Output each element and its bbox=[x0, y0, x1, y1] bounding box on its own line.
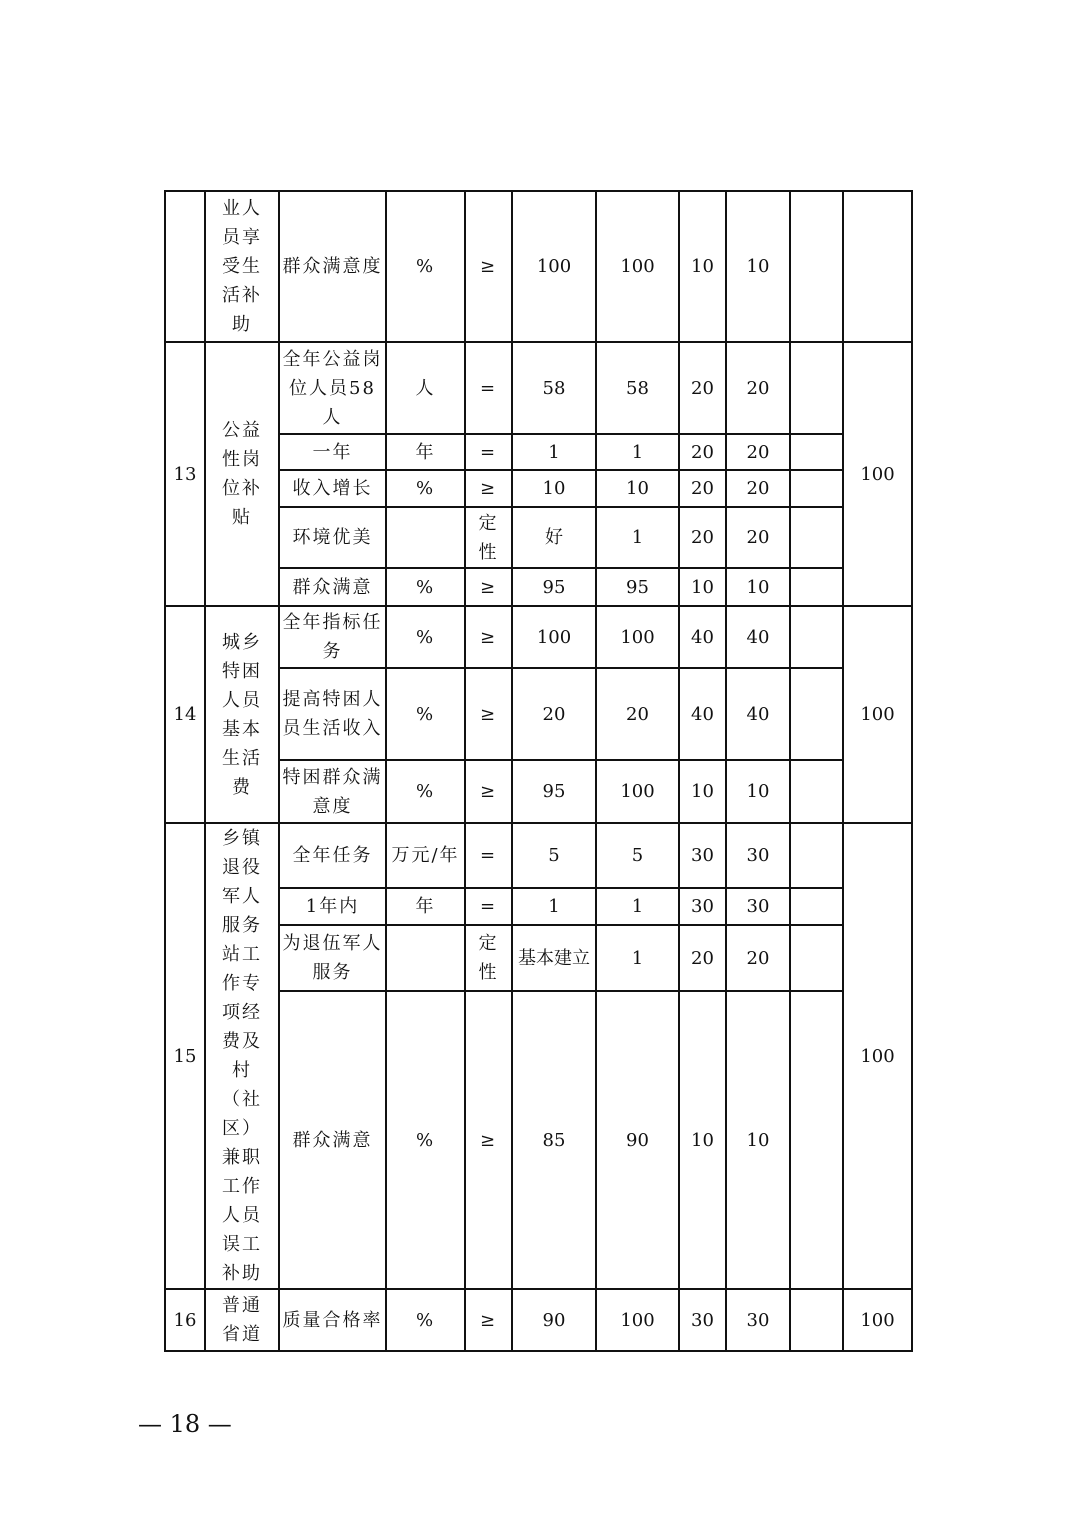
indicator-name-cell: 提高特困人员生活收入 bbox=[279, 668, 386, 760]
weight-cell: 10 bbox=[679, 568, 726, 606]
actual-value-cell: 100 bbox=[596, 760, 679, 823]
unit-cell: 年 bbox=[386, 434, 465, 470]
score-cell: 20 bbox=[726, 470, 790, 507]
note-cell bbox=[790, 823, 843, 888]
score-cell: 10 bbox=[726, 191, 790, 342]
actual-value-cell: 1 bbox=[596, 925, 679, 991]
note-cell bbox=[790, 568, 843, 606]
actual-value-cell: 90 bbox=[596, 991, 679, 1289]
actual-value-cell: 1 bbox=[596, 888, 679, 926]
note-cell bbox=[790, 342, 843, 434]
target-value-cell: 5 bbox=[512, 823, 596, 888]
weight-cell: 40 bbox=[679, 668, 726, 760]
target-value-cell: 90 bbox=[512, 1289, 596, 1351]
weight-cell: 30 bbox=[679, 823, 726, 888]
operator-cell: ≥ bbox=[465, 668, 512, 760]
note-cell bbox=[790, 191, 843, 342]
unit-cell: 万元/年 bbox=[386, 823, 465, 888]
table-row bbox=[165, 191, 912, 342]
table-row bbox=[165, 606, 912, 668]
score-cell: 10 bbox=[726, 991, 790, 1289]
unit-cell: 年 bbox=[386, 888, 465, 926]
project-name-cell: 公益性岗位补贴 bbox=[205, 342, 279, 606]
score-cell: 30 bbox=[726, 823, 790, 888]
weight-cell: 20 bbox=[679, 342, 726, 434]
score-cell: 20 bbox=[726, 342, 790, 434]
score-cell: 40 bbox=[726, 606, 790, 668]
note-cell bbox=[790, 1289, 843, 1351]
weight-cell: 10 bbox=[679, 760, 726, 823]
total-score-cell: 100 bbox=[843, 823, 912, 1289]
score-cell: 30 bbox=[726, 1289, 790, 1351]
weight-cell: 40 bbox=[679, 606, 726, 668]
table-row bbox=[165, 1289, 912, 1351]
page-number: — 18 — bbox=[138, 1410, 232, 1438]
indicator-name-cell: 全年指标任务 bbox=[279, 606, 386, 668]
total-score-cell: 100 bbox=[843, 1289, 912, 1351]
score-cell: 40 bbox=[726, 668, 790, 760]
unit-cell bbox=[386, 925, 465, 991]
weight-cell: 20 bbox=[679, 507, 726, 568]
note-cell bbox=[790, 470, 843, 507]
target-value-cell: 100 bbox=[512, 606, 596, 668]
target-value-cell: 好 bbox=[512, 507, 596, 568]
unit-cell: % bbox=[386, 760, 465, 823]
target-value-cell: 95 bbox=[512, 568, 596, 606]
unit-cell bbox=[386, 507, 465, 568]
operator-cell: = bbox=[465, 342, 512, 434]
project-name-cell: 普通省道 bbox=[205, 1289, 279, 1351]
score-cell: 20 bbox=[726, 434, 790, 470]
unit-cell: % bbox=[386, 470, 465, 507]
operator-cell: ≥ bbox=[465, 470, 512, 507]
target-value-cell: 58 bbox=[512, 342, 596, 434]
performance-table bbox=[164, 190, 913, 1352]
actual-value-cell: 100 bbox=[596, 606, 679, 668]
indicator-name-cell: 收入增长 bbox=[279, 470, 386, 507]
operator-cell: = bbox=[465, 823, 512, 888]
target-value-cell: 85 bbox=[512, 991, 596, 1289]
project-index-cell: 14 bbox=[165, 606, 205, 823]
target-value-cell: 100 bbox=[512, 191, 596, 342]
score-cell: 30 bbox=[726, 888, 790, 926]
score-cell: 20 bbox=[726, 507, 790, 568]
note-cell bbox=[790, 888, 843, 926]
total-score-cell bbox=[843, 191, 912, 342]
project-index-cell: 15 bbox=[165, 823, 205, 1289]
actual-value-cell: 1 bbox=[596, 507, 679, 568]
operator-cell: ≥ bbox=[465, 1289, 512, 1351]
operator-cell: ≥ bbox=[465, 191, 512, 342]
project-index-cell: 13 bbox=[165, 342, 205, 606]
unit-cell: 人 bbox=[386, 342, 465, 434]
actual-value-cell: 58 bbox=[596, 342, 679, 434]
operator-cell: ≥ bbox=[465, 606, 512, 668]
weight-cell: 20 bbox=[679, 434, 726, 470]
actual-value-cell: 95 bbox=[596, 568, 679, 606]
operator-cell: = bbox=[465, 434, 512, 470]
project-name-cell: 业人员享受生活补助 bbox=[205, 191, 279, 342]
actual-value-cell: 20 bbox=[596, 668, 679, 760]
unit-cell: % bbox=[386, 606, 465, 668]
score-cell: 20 bbox=[726, 925, 790, 991]
total-score-cell: 100 bbox=[843, 342, 912, 606]
target-value-cell: 1 bbox=[512, 434, 596, 470]
operator-cell: = bbox=[465, 888, 512, 926]
actual-value-cell: 10 bbox=[596, 470, 679, 507]
indicator-name-cell: 特困群众满意度 bbox=[279, 760, 386, 823]
note-cell bbox=[790, 606, 843, 668]
actual-value-cell: 1 bbox=[596, 434, 679, 470]
target-value-cell: 10 bbox=[512, 470, 596, 507]
actual-value-cell: 100 bbox=[596, 191, 679, 342]
indicator-name-cell: 全年任务 bbox=[279, 823, 386, 888]
weight-cell: 30 bbox=[679, 888, 726, 926]
target-value-cell: 20 bbox=[512, 668, 596, 760]
note-cell bbox=[790, 668, 843, 760]
note-cell bbox=[790, 925, 843, 991]
note-cell bbox=[790, 760, 843, 823]
target-value-cell: 基本建立 bbox=[512, 925, 596, 991]
target-value-cell: 1 bbox=[512, 888, 596, 926]
operator-cell: ≥ bbox=[465, 568, 512, 606]
indicator-name-cell: 质量合格率 bbox=[279, 1289, 386, 1351]
weight-cell: 20 bbox=[679, 470, 726, 507]
operator-cell: 定性 bbox=[465, 507, 512, 568]
table-row bbox=[165, 823, 912, 888]
unit-cell: % bbox=[386, 1289, 465, 1351]
unit-cell: % bbox=[386, 568, 465, 606]
operator-cell: ≥ bbox=[465, 760, 512, 823]
unit-cell: % bbox=[386, 991, 465, 1289]
score-cell: 10 bbox=[726, 568, 790, 606]
unit-cell: % bbox=[386, 668, 465, 760]
indicator-name-cell: 一年 bbox=[279, 434, 386, 470]
weight-cell: 30 bbox=[679, 1289, 726, 1351]
operator-cell: 定性 bbox=[465, 925, 512, 991]
weight-cell: 10 bbox=[679, 191, 726, 342]
note-cell bbox=[790, 507, 843, 568]
weight-cell: 20 bbox=[679, 925, 726, 991]
project-name-cell: 乡镇退役军人服务站工作专项经费及村（社区）兼职工作人员误工补助 bbox=[205, 823, 279, 1289]
project-index-cell: 16 bbox=[165, 1289, 205, 1351]
total-score-cell: 100 bbox=[843, 606, 912, 823]
note-cell bbox=[790, 991, 843, 1289]
unit-cell: % bbox=[386, 191, 465, 342]
project-index-cell bbox=[165, 191, 205, 342]
target-value-cell: 95 bbox=[512, 760, 596, 823]
indicator-name-cell: 环境优美 bbox=[279, 507, 386, 568]
weight-cell: 10 bbox=[679, 991, 726, 1289]
operator-cell: ≥ bbox=[465, 991, 512, 1289]
indicator-name-cell: 群众满意度 bbox=[279, 191, 386, 342]
note-cell bbox=[790, 434, 843, 470]
actual-value-cell: 100 bbox=[596, 1289, 679, 1351]
indicator-name-cell: 为退伍军人服务 bbox=[279, 925, 386, 991]
project-name-cell: 城乡特困人员基本生活费 bbox=[205, 606, 279, 823]
indicator-name-cell: 1年内 bbox=[279, 888, 386, 926]
actual-value-cell: 5 bbox=[596, 823, 679, 888]
indicator-name-cell: 群众满意 bbox=[279, 568, 386, 606]
score-cell: 10 bbox=[726, 760, 790, 823]
indicator-name-cell: 群众满意 bbox=[279, 991, 386, 1289]
table-row bbox=[165, 342, 912, 434]
indicator-name-cell: 全年公益岗位人员58人 bbox=[279, 342, 386, 434]
